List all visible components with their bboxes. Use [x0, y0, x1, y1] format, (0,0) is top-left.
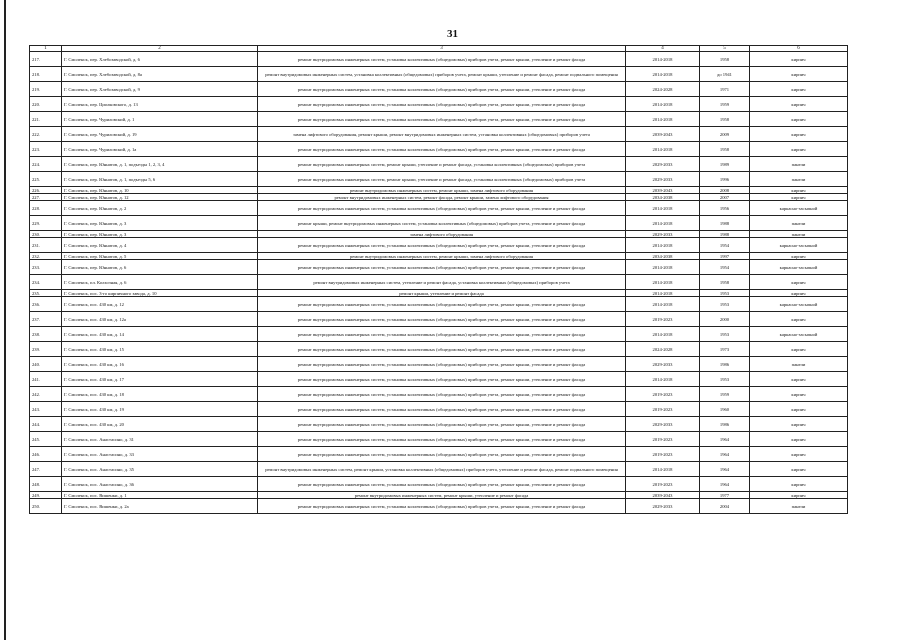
address-cell: Г. Смоленск, пос. 430 км, д. 12а	[62, 312, 258, 327]
material-cell: кирпич	[750, 253, 848, 260]
address-cell: Г. Смоленск, пос. Анастасино, д. 31	[62, 432, 258, 447]
material-cell: каркасно-засыпной	[750, 327, 848, 342]
works-cell: ремонт внутридомовых инженерных систем, установка коллективных (общедомовых) приборов учета, ремонт крыши, утепление и ремонт фасада	[258, 142, 626, 157]
table-row	[30, 187, 848, 194]
table-row	[30, 417, 848, 432]
column-header: 4	[626, 46, 700, 52]
works-cell: ремонт внутридомовых инженерных систем, установка коллективных (общедомовых) приборов учета, ремонт крыши, утепление и ремонт фасада	[258, 342, 626, 357]
table-row	[30, 275, 848, 290]
table-row	[30, 216, 848, 231]
address-cell: Г. Смоленск, пос. 430 км, д. 12	[62, 297, 258, 312]
year-cell: 1958	[700, 142, 750, 157]
material-cell: панели	[750, 231, 848, 238]
period-cell: 2024-2028	[626, 82, 700, 97]
period-cell: 2029-2033	[626, 417, 700, 432]
material-cell: панели	[750, 172, 848, 187]
material-cell: каркасно-засыпной	[750, 260, 848, 275]
table-row	[30, 127, 848, 142]
row-number: 232.	[30, 253, 62, 260]
period-cell: 2014-2018	[626, 238, 700, 253]
year-cell: 1953	[700, 372, 750, 387]
housing-repair-table	[29, 45, 848, 514]
year-cell: 2000	[700, 312, 750, 327]
material-cell: кирпич	[750, 52, 848, 67]
period-cell: 2014-2018	[626, 372, 700, 387]
address-cell: Г. Смоленск, пер. Юннатов, д. 10	[62, 187, 258, 194]
address-cell: Г. Смоленск, пос. 430 км, д. 20	[62, 417, 258, 432]
row-number: 246.	[30, 447, 62, 462]
row-number: 217.	[30, 52, 62, 67]
material-cell: каркасно-засыпной	[750, 238, 848, 253]
year-cell: 1958	[700, 112, 750, 127]
column-header: 3	[258, 46, 626, 52]
row-number: 229.	[30, 216, 62, 231]
table-row	[30, 447, 848, 462]
table-row	[30, 402, 848, 417]
material-cell: панели	[750, 216, 848, 231]
period-cell: 2039-2043	[626, 492, 700, 499]
table-row	[30, 142, 848, 157]
works-cell: ремонт внутридомовых инженерных систем, ремонт крыши, установка коллективных (общедомовых) приборов учета, утепление и ремонт фасада, ремонт подвального помещения	[258, 462, 626, 477]
material-cell: кирпич	[750, 142, 848, 157]
works-cell: ремонт внутридомовых инженерных систем, установка коллективных (общедомовых) приборов учета, ремонт крыши, утепление и ремонт фасада, ремонт подвального помещения	[258, 67, 626, 82]
column-header: 1	[30, 46, 62, 52]
period-cell: 2014-2018	[626, 52, 700, 67]
address-cell: Г. Смоленск, пер. Юннатов, д. 3	[62, 216, 258, 231]
address-cell: Г. Смоленск, пос. 430 км, д. 14	[62, 327, 258, 342]
year-cell: 1964	[700, 477, 750, 492]
material-cell: кирпич	[750, 194, 848, 201]
address-cell: Г. Смоленск, пер. Юннатов, д. 6	[62, 260, 258, 275]
year-cell: 1989	[700, 157, 750, 172]
works-cell: ремонт крыши, утепление и ремонт фасада	[258, 290, 626, 297]
table-row	[30, 97, 848, 112]
works-cell: ремонт внутридомовых инженерных систем, установка коллективных (общедомовых) приборов учета, ремонт крыши, утепление и ремонт фасада	[258, 499, 626, 514]
year-cell: 1997	[700, 253, 750, 260]
year-cell: 1977	[700, 492, 750, 499]
table-body	[30, 52, 848, 514]
row-number: 237.	[30, 312, 62, 327]
works-cell: ремонт внутридомовых инженерных систем, установка коллективных (общедомовых) приборов учета, ремонт крыши, утепление и ремонт фасада	[258, 82, 626, 97]
material-cell: кирпич	[750, 417, 848, 432]
year-cell: до 1941	[700, 67, 750, 82]
works-cell: ремонт внутридомовых инженерных систем, ремонт крыши, утепление и ремонт фасада, установка коллективных (общедомовых) приборов учета	[258, 172, 626, 187]
works-cell: ремонт внутридомовых инженерных систем, утепление и ремонт фасада, установка коллективных (общедомовых) приборов учета	[258, 275, 626, 290]
material-cell: кирпич	[750, 402, 848, 417]
row-number: 234.	[30, 275, 62, 290]
year-cell: 1958	[700, 52, 750, 67]
row-number: 241.	[30, 372, 62, 387]
material-cell: кирпич	[750, 187, 848, 194]
row-number: 227.	[30, 194, 62, 201]
row-number: 218.	[30, 67, 62, 82]
table-row	[30, 201, 848, 216]
material-cell: кирпич	[750, 82, 848, 97]
table-row	[30, 499, 848, 514]
address-cell: Г. Смоленск, пос. 430 км, д. 19	[62, 402, 258, 417]
period-cell: 2019-2023	[626, 432, 700, 447]
address-cell: Г. Смоленск, пер. Хлебозаводской, д. 6	[62, 52, 258, 67]
address-cell: Г. Смоленск, пер. Юннатов, д. 1, подъезды 1, 2, 3, 4	[62, 157, 258, 172]
address-cell: Г. Смоленск, пер. Юннатов, д. 4	[62, 238, 258, 253]
table-row	[30, 290, 848, 297]
material-cell: кирпич	[750, 372, 848, 387]
period-cell: 2014-2018	[626, 201, 700, 216]
row-number: 235.	[30, 290, 62, 297]
material-cell: каркасно-засыпной	[750, 297, 848, 312]
period-cell: 2034-2038	[626, 253, 700, 260]
row-number: 249.	[30, 492, 62, 499]
row-number: 225.	[30, 172, 62, 187]
row-number: 239.	[30, 342, 62, 357]
table-row	[30, 82, 848, 97]
works-cell: ремонт внутридомовых инженерных систем, установка коллективных (общедомовых) приборов учета, ремонт крыши, утепление и ремонт фасада	[258, 477, 626, 492]
material-cell: кирпич	[750, 447, 848, 462]
year-cell: 1959	[700, 387, 750, 402]
table-row	[30, 52, 848, 67]
table-row	[30, 172, 848, 187]
year-cell: 1960	[700, 402, 750, 417]
works-cell: ремонт внутридомовых инженерных систем, установка коллективных (общедомовых) приборов учета, ремонт крыши, утепление и ремонт фасада	[258, 312, 626, 327]
row-number: 220.	[30, 97, 62, 112]
table-row	[30, 112, 848, 127]
row-number: 219.	[30, 82, 62, 97]
address-cell: Г. Смоленск, пер. Хлебозаводской, д. 8а	[62, 67, 258, 82]
period-cell: 2019-2023	[626, 312, 700, 327]
period-cell: 2019-2023	[626, 477, 700, 492]
works-cell: замена лифтового оборудования	[258, 231, 626, 238]
works-cell: ремонт внутридомовых инженерных систем, ремонт крыши, замена лифтового оборудования	[258, 253, 626, 260]
works-cell: ремонт внутридомовых инженерных систем, установка коллективных (общедомовых) приборов учета, ремонт крыши, утепление и ремонт фасада	[258, 372, 626, 387]
year-cell: 1953	[700, 327, 750, 342]
works-cell: ремонт внутридомовых инженерных систем, установка коллективных (общедомовых) приборов учета, ремонт крыши, утепление и ремонт фасада	[258, 387, 626, 402]
row-number: 245.	[30, 432, 62, 447]
works-cell: ремонт внутридомовых инженерных систем, ремонт крыши, замена лифтового оборудования	[258, 187, 626, 194]
table-row	[30, 432, 848, 447]
row-number: 224.	[30, 157, 62, 172]
year-cell: 1954	[700, 260, 750, 275]
period-cell: 2014-2018	[626, 297, 700, 312]
works-cell: ремонт внутридомовых инженерных систем, ремонт крыши, утепление и ремонт фасада, установка коллективных (общедомовых) приборов учета	[258, 157, 626, 172]
works-cell: замена лифтового оборудования, ремонт крыши, ремонт внутридомовых инженерных систем, установка коллективных (общедомовых) приборов учета	[258, 127, 626, 142]
year-cell: 1956	[700, 201, 750, 216]
table-row	[30, 327, 848, 342]
material-cell: панели	[750, 157, 848, 172]
material-cell: панели	[750, 357, 848, 372]
address-cell: Г. Смоленск, пер. Юннатов, д. 2	[62, 201, 258, 216]
row-number: 233.	[30, 260, 62, 275]
period-cell: 2014-2018	[626, 327, 700, 342]
row-number: 221.	[30, 112, 62, 127]
table-row	[30, 387, 848, 402]
works-cell: ремонт внутридомовых инженерных систем, установка коллективных (общедомовых) приборов учета, ремонт крыши, утепление и ремонт фасада	[258, 447, 626, 462]
address-cell: Г. Смоленск, пос. 430 км, д. 15	[62, 342, 258, 357]
period-cell: 2014-2018	[626, 142, 700, 157]
row-number: 250.	[30, 499, 62, 514]
material-cell: кирпич	[750, 127, 848, 142]
page-left-edge	[4, 0, 6, 640]
year-cell: 1988	[700, 216, 750, 231]
period-cell: 2024-2028	[626, 342, 700, 357]
row-number: 238.	[30, 327, 62, 342]
address-cell: Г. Смоленск, пос. 3-го кирпичного завода, д. 10	[62, 290, 258, 297]
column-header: 2	[62, 46, 258, 52]
period-cell: 2019-2023	[626, 387, 700, 402]
material-cell: кирпич	[750, 342, 848, 357]
works-cell: ремонт крыши, ремонт внутридомовых инженерных систем, установка коллективных (общедомовых) приборов учета, утепление и ремонт фасада	[258, 216, 626, 231]
material-cell: кирпич	[750, 67, 848, 82]
material-cell: кирпич	[750, 462, 848, 477]
works-cell: ремонт внутридомовых инженерных систем, установка коллективных (общедомовых) приборов учета, ремонт крыши, утепление и ремонт фасада	[258, 260, 626, 275]
column-header: 5	[700, 46, 750, 52]
works-cell: ремонт внутридомовых инженерных систем, установка коллективных (общедомовых) приборов учета, ремонт крыши, утепление и ремонт фасада	[258, 357, 626, 372]
table-row	[30, 492, 848, 499]
row-number: 226.	[30, 187, 62, 194]
period-cell: 2014-2018	[626, 260, 700, 275]
row-number: 243.	[30, 402, 62, 417]
material-cell: кирпич	[750, 492, 848, 499]
period-cell: 2014-2018	[626, 216, 700, 231]
address-cell: Г. Смоленск, пер. Чуриловский, д. 1а	[62, 142, 258, 157]
row-number: 236.	[30, 297, 62, 312]
table-row	[30, 462, 848, 477]
material-cell: кирпич	[750, 275, 848, 290]
works-cell: ремонт внутридомовых инженерных систем, установка коллективных (общедомовых) приборов учета, ремонт крыши, утепление и ремонт фасада	[258, 52, 626, 67]
works-cell: ремонт внутридомовых инженерных систем, установка коллективных (общедомовых) приборов учета, ремонт крыши, утепление и ремонт фасада	[258, 97, 626, 112]
address-cell: Г. Смоленск, пер. Юннатов, д. 12	[62, 194, 258, 201]
year-cell: 1964	[700, 432, 750, 447]
year-cell: 1986	[700, 357, 750, 372]
table-row	[30, 357, 848, 372]
row-number: 223.	[30, 142, 62, 157]
material-cell: каркасно-засыпной	[750, 201, 848, 216]
material-cell: кирпич	[750, 387, 848, 402]
table-row	[30, 372, 848, 387]
row-number: 248.	[30, 477, 62, 492]
address-cell: Г. Смоленск, пер. Чуриловский, д. 19	[62, 127, 258, 142]
page-number: 31	[447, 28, 458, 40]
works-cell: ремонт внутридомовых инженерных систем, установка коллективных (общедомовых) приборов учета, ремонт крыши, утепление и ремонт фасада	[258, 432, 626, 447]
address-cell: Г. Смоленск, пос. Анастасино, д. 36	[62, 477, 258, 492]
address-cell: Г. Смоленск, пер. Хлебозаводской, д. 9	[62, 82, 258, 97]
year-cell: 2009	[700, 127, 750, 142]
table-row	[30, 67, 848, 82]
period-cell: 2014-2018	[626, 67, 700, 82]
year-cell: 1954	[700, 238, 750, 253]
year-cell: 1959	[700, 97, 750, 112]
year-cell: 2004	[700, 499, 750, 514]
material-cell: кирпич	[750, 477, 848, 492]
row-number: 231.	[30, 238, 62, 253]
table-row	[30, 477, 848, 492]
period-cell: 2014-2018	[626, 97, 700, 112]
material-cell: панели	[750, 499, 848, 514]
year-cell: 1953	[700, 290, 750, 297]
row-number: 240.	[30, 357, 62, 372]
row-number: 244.	[30, 417, 62, 432]
works-cell: ремонт внутридомовых инженерных систем, установка коллективных (общедомовых) приборов учета, ремонт крыши, утепление и ремонт фасада	[258, 327, 626, 342]
table-row	[30, 297, 848, 312]
works-cell: ремонт внутридомовых инженерных систем, установка коллективных (общедомовых) приборов учета, ремонт крыши, утепление и ремонт фасада	[258, 238, 626, 253]
year-cell: 2008	[700, 187, 750, 194]
address-cell: Г. Смоленск, пос. 430 км, д. 18	[62, 387, 258, 402]
material-cell: кирпич	[750, 112, 848, 127]
period-cell: 2014-2018	[626, 290, 700, 297]
year-cell: 1964	[700, 462, 750, 477]
address-cell: Г. Смоленск, пос. Вишенки, д. 2а	[62, 499, 258, 514]
works-cell: ремонт внутридомовых инженерных систем, установка коллективных (общедомовых) приборов учета, ремонт крыши, утепление и ремонт фасада	[258, 297, 626, 312]
material-cell: кирпич	[750, 432, 848, 447]
address-cell: Г. Смоленск, пос. 430 км, д. 17	[62, 372, 258, 387]
address-cell: Г. Смоленск, пос. Анастасино, д. 33	[62, 447, 258, 462]
table-row	[30, 260, 848, 275]
period-cell: 2029-2033	[626, 499, 700, 514]
works-cell: ремонт внутридомовых инженерных систем, ремонт крыши, утепление и ремонт фасада	[258, 492, 626, 499]
works-cell: ремонт внутридомовых инженерных систем, установка коллективных (общедомовых) приборов учета, ремонт крыши, утепление и ремонт фасада	[258, 112, 626, 127]
period-cell: 2034-2038	[626, 194, 700, 201]
period-cell: 2029-2033	[626, 357, 700, 372]
year-cell: 1971	[700, 82, 750, 97]
table-row	[30, 312, 848, 327]
period-cell: 2019-2023	[626, 447, 700, 462]
row-number: 230.	[30, 231, 62, 238]
row-number: 242.	[30, 387, 62, 402]
table-row	[30, 157, 848, 172]
year-cell: 1986	[700, 417, 750, 432]
row-number: 228.	[30, 201, 62, 216]
year-cell: 1958	[700, 275, 750, 290]
works-cell: ремонт внутридомовых инженерных систем, установка коллективных (общедомовых) приборов учета, ремонт крыши, утепление и ремонт фасада	[258, 417, 626, 432]
row-number: 247.	[30, 462, 62, 477]
year-cell: 1964	[700, 447, 750, 462]
period-cell: 2014-2018	[626, 112, 700, 127]
period-cell: 2039-2043	[626, 187, 700, 194]
period-cell: 2014-2018	[626, 462, 700, 477]
period-cell: 2019-2023	[626, 402, 700, 417]
works-cell: ремонт внутридомовых инженерных систем, установка коллективных (общедомовых) приборов учета, ремонт крыши, утепление и ремонт фасада	[258, 201, 626, 216]
period-cell: 2039-2043	[626, 127, 700, 142]
address-cell: Г. Смоленск, пер. Юннатов, д. 5	[62, 253, 258, 260]
table-row	[30, 194, 848, 201]
works-cell: ремонт внутридомовых инженерных систем, установка коллективных (общедомовых) приборов учета, ремонт крыши, утепление и ремонт фасада	[258, 402, 626, 417]
table-row	[30, 231, 848, 238]
row-number: 222.	[30, 127, 62, 142]
address-cell: Г. Смоленск, пер. Юннатов, д. 3	[62, 231, 258, 238]
material-cell: кирпич	[750, 312, 848, 327]
period-cell: 2029-2033	[626, 157, 700, 172]
address-cell: Г. Смоленск, пл. Колхозная, д. 6	[62, 275, 258, 290]
works-cell: ремонт внутридомовых инженерных систем, ремонт фасада, ремонт крыши, замена лифтового оборудования	[258, 194, 626, 201]
year-cell: 1953	[700, 297, 750, 312]
address-cell: Г. Смоленск, пер. Юннатов, д. 1, подъезды 5, 6	[62, 172, 258, 187]
table-row	[30, 342, 848, 357]
address-cell: Г. Смоленск, пос. 430 км, д. 16	[62, 357, 258, 372]
table-row	[30, 253, 848, 260]
address-cell: Г. Смоленск, пос. Вишенки, д. 1	[62, 492, 258, 499]
year-cell: 1988	[700, 231, 750, 238]
table-row	[30, 238, 848, 253]
material-cell: кирпич	[750, 97, 848, 112]
period-cell: 2014-2018	[626, 275, 700, 290]
address-cell: Г. Смоленск, пер. Циолковского, д. 13	[62, 97, 258, 112]
address-cell: Г. Смоленск, пос. Анастасино, д. 35	[62, 462, 258, 477]
year-cell: 1996	[700, 172, 750, 187]
year-cell: 2007	[700, 194, 750, 201]
address-cell: Г. Смоленск, пер. Чуриловский, д. 1	[62, 112, 258, 127]
period-cell: 2029-2033	[626, 231, 700, 238]
material-cell: кирпич	[750, 290, 848, 297]
period-cell: 2029-2033	[626, 172, 700, 187]
column-header: 6	[750, 46, 848, 52]
year-cell: 1973	[700, 342, 750, 357]
